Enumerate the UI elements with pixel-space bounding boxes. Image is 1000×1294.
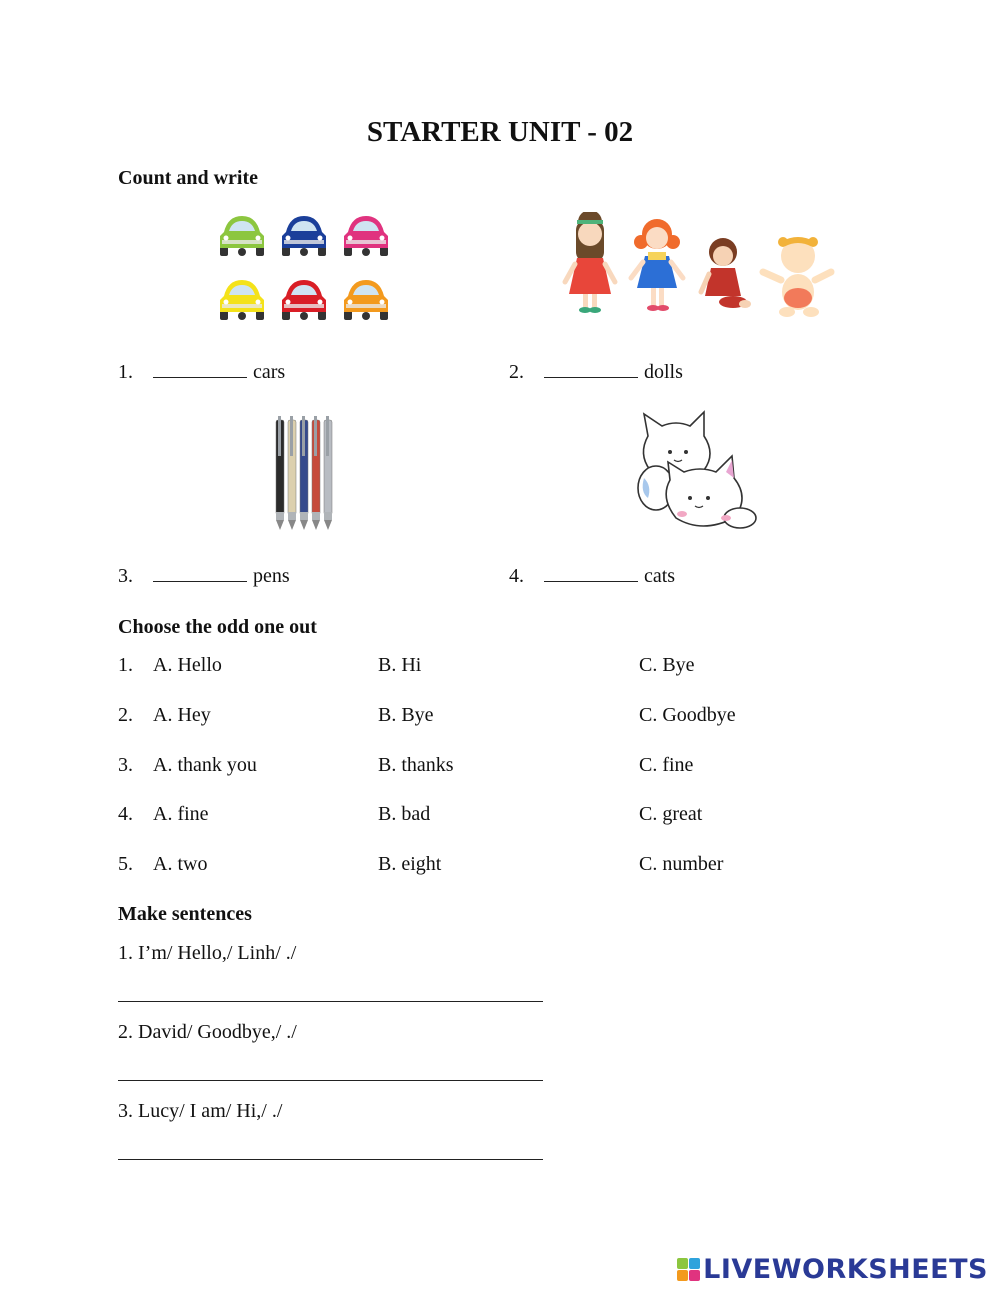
odd-row-4-option-b[interactable]: B. bad <box>378 803 431 825</box>
count-item-1 <box>118 361 285 384</box>
odd-row-3-option-b[interactable]: B. thanks <box>378 754 454 776</box>
sentence-prompt-2: 2. David/ Goodbye,/ ./ <box>118 1021 297 1043</box>
count-item-4-blank[interactable] <box>544 565 638 582</box>
count-item-4-number: 4. <box>509 565 524 587</box>
count-item-3-label: pens <box>253 565 290 587</box>
sentence-prompt-3: 3. Lucy/ I am/ Hi,/ ./ <box>118 1100 283 1122</box>
page-title: STARTER UNIT - 02 <box>366 116 634 148</box>
odd-row-2-number: 2. <box>118 704 133 726</box>
count-item-2-blank[interactable] <box>544 361 638 378</box>
odd-row-1-option-c[interactable]: C. Bye <box>639 654 695 676</box>
count-item-3 <box>118 565 290 588</box>
cats-image <box>630 406 762 538</box>
pen-1 <box>276 416 284 530</box>
odd-row-2-option-b[interactable]: B. Bye <box>378 704 434 726</box>
car-1 <box>220 216 264 256</box>
odd-row-4-number: 4. <box>118 803 133 825</box>
count-item-4-label: cats <box>644 565 676 587</box>
section-heading-odd-one-out: Choose the odd one out <box>118 616 317 638</box>
logo-block-1 <box>677 1258 688 1269</box>
sentence-answer-line-2[interactable] <box>118 1080 543 1081</box>
pen-4 <box>312 416 320 530</box>
pen-2 <box>288 416 296 530</box>
odd-row-5-option-c[interactable]: C. number <box>639 853 724 875</box>
odd-row-2-option-c[interactable]: C. Goodbye <box>639 704 736 726</box>
count-item-2-label: dolls <box>644 361 683 383</box>
car-5 <box>282 280 326 320</box>
count-item-1-label: cars <box>253 361 286 383</box>
liveworksheets-logo <box>677 1254 988 1284</box>
count-item-3-number: 3. <box>118 565 133 587</box>
car-6 <box>344 280 388 320</box>
sentence-answer-line-3[interactable] <box>118 1159 543 1160</box>
odd-row-5-number: 5. <box>118 853 133 875</box>
doll-1 <box>565 212 615 313</box>
car-4 <box>220 280 264 320</box>
odd-row-1-option-b[interactable]: B. Hi <box>378 654 422 676</box>
odd-row-5-option-a[interactable]: A. two <box>153 853 208 875</box>
doll-4 <box>763 237 831 317</box>
odd-row-1-number: 1. <box>118 654 133 676</box>
dolls-image <box>555 212 840 324</box>
count-item-1-number: 1. <box>118 361 133 383</box>
count-item-4 <box>509 565 675 588</box>
logo-block-4 <box>689 1270 700 1281</box>
logo-block-3 <box>677 1270 688 1281</box>
car-3 <box>344 216 388 256</box>
pen-5 <box>324 416 332 530</box>
section-heading-make-sentences: Make sentences <box>118 903 252 925</box>
odd-row-4-option-c[interactable]: C. great <box>639 803 703 825</box>
doll-3 <box>701 238 751 308</box>
logo-blocks-icon <box>677 1258 700 1281</box>
sentence-answer-line-1[interactable] <box>118 1001 543 1002</box>
odd-row-2-option-a[interactable]: A. Hey <box>153 704 211 726</box>
doll-2 <box>631 219 683 311</box>
sentence-prompt-1: 1. I’m/ Hello,/ Linh/ ./ <box>118 942 297 964</box>
odd-row-3-option-c[interactable]: C. fine <box>639 754 694 776</box>
odd-row-4-option-a[interactable]: A. fine <box>153 803 209 825</box>
logo-block-2 <box>689 1258 700 1269</box>
odd-row-1-option-a[interactable]: A. Hello <box>153 654 222 676</box>
odd-row-5-option-b[interactable]: B. eight <box>378 853 442 875</box>
pen-3 <box>300 416 308 530</box>
odd-row-3-option-a[interactable]: A. thank you <box>153 754 257 776</box>
count-item-3-blank[interactable] <box>153 565 247 582</box>
car-2 <box>282 216 326 256</box>
pens-image <box>268 412 338 534</box>
section-heading-count-and-write: Count and write <box>118 167 259 189</box>
odd-row-3-number: 3. <box>118 754 133 776</box>
logo-text: LIVEWORKSHEETS <box>703 1253 988 1285</box>
count-item-1-blank[interactable] <box>153 361 247 378</box>
cars-image <box>210 208 400 326</box>
count-item-2-number: 2. <box>509 361 524 383</box>
count-item-2 <box>509 361 683 384</box>
